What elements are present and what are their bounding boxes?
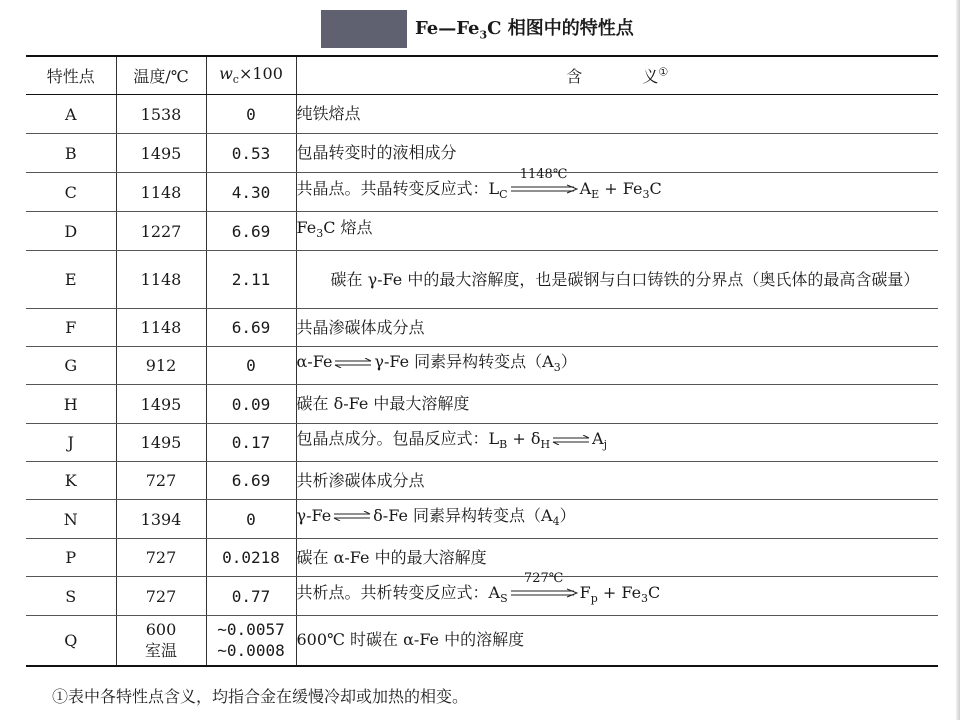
cell-meaning: 碳在 α-Fe 中的最大溶解度	[296, 539, 938, 577]
cell-temp-line2: 室温	[144, 641, 177, 661]
right-arrow-icon	[510, 588, 578, 598]
cell-wc: 0.09	[206, 385, 296, 424]
table-row	[26, 212, 938, 251]
cell-meaning	[296, 571, 938, 616]
cell-temp: 727	[116, 577, 206, 616]
arrow-temperature-label: 727℃	[523, 571, 564, 587]
cell-temp: 1495	[116, 385, 206, 424]
subscript: p	[590, 592, 598, 606]
meaning-text: + Fe	[599, 178, 643, 198]
meaning-text: ）	[559, 505, 576, 525]
cell-temp: 727	[116, 462, 206, 500]
subscript: 3	[642, 188, 650, 202]
subscript: 3	[316, 227, 324, 241]
table-row	[26, 577, 938, 616]
cell-meaning	[296, 500, 938, 539]
cell-meaning	[296, 424, 938, 462]
right-arrow-icon	[510, 184, 578, 194]
meaning-text: A	[592, 429, 604, 449]
cell-point: P	[26, 539, 116, 577]
cell-point: S	[26, 577, 116, 616]
title-suffix: C 相图中的特性点	[487, 18, 634, 39]
cell-temp: 1538	[116, 95, 206, 134]
cell-meaning: 纯铁熔点	[296, 95, 938, 134]
cell-wc: 0.0218	[206, 539, 296, 577]
cell-point: E	[26, 251, 116, 309]
table-row	[26, 462, 938, 500]
cell-temp: 727	[116, 539, 206, 577]
footnote: ①表中各特性点含义，均指合金在缓慢冷却或加热的相变。	[52, 687, 469, 706]
header-meaning-note: ①	[658, 65, 669, 79]
subscript: B	[499, 438, 508, 452]
header-meaning-right: 义	[642, 67, 659, 86]
reaction-arrow	[510, 167, 578, 196]
cell-temp: 1495	[116, 134, 206, 173]
cell-wc-line2: ~0.0008	[217, 641, 285, 661]
subscript: j	[603, 438, 608, 452]
meaning-text: γ-Fe 同素异构转变点（A	[374, 352, 554, 372]
cell-point: J	[26, 424, 116, 462]
cell-meaning: 碳在 γ-Fe 中的最大溶解度，也是碳钢与白口铸铁的分界点（奥氏体的最高含碳量）	[296, 251, 938, 309]
equilibrium-arrow-icon	[552, 435, 590, 445]
subscript: 3	[641, 592, 649, 606]
subscript: S	[500, 592, 508, 606]
meaning-text: C 熔点	[323, 217, 373, 237]
cell-wc: 0.17	[206, 424, 296, 462]
cell-point: G	[26, 347, 116, 385]
cell-point: A	[26, 95, 116, 134]
meaning-text: 共析点。共析转变反应式：A	[296, 582, 501, 602]
cell-meaning	[296, 167, 938, 212]
cell-point: B	[26, 134, 116, 173]
cell-wc-line1: ~0.0057	[217, 620, 285, 640]
cell-meaning: 600℃ 时碳在 α-Fe 中的溶解度	[296, 616, 938, 666]
cell-temp: 1227	[116, 212, 206, 251]
meaning-text: γ-Fe	[296, 505, 332, 525]
cell-temp-line1: 600	[145, 620, 177, 640]
cell-wc: 0	[206, 95, 296, 134]
cell-wc: 6.69	[206, 309, 296, 347]
page-edge-shadow	[956, 0, 960, 720]
subscript: 3	[553, 361, 561, 375]
title-prefix: Fe—Fe	[415, 18, 480, 39]
cell-wc: 0	[206, 500, 296, 539]
meaning-text: C	[649, 178, 662, 198]
cell-wc: 2.11	[206, 251, 296, 309]
meaning-text: Fe	[296, 217, 317, 237]
meaning-text: δ-Fe 同素异构转变点（A	[373, 505, 553, 525]
cell-temp: 1148	[116, 173, 206, 212]
table-row	[26, 251, 938, 309]
meaning-text: C	[648, 582, 661, 602]
table-row	[26, 385, 938, 424]
cell-point: H	[26, 385, 116, 424]
header-gray-block	[321, 10, 407, 48]
table-row	[26, 134, 938, 173]
cell-temp: 1148	[116, 251, 206, 309]
equilibrium-arrow-icon	[333, 511, 371, 521]
table-row	[26, 424, 938, 462]
title-subscript: 3	[479, 28, 488, 42]
cell-wc: 6.69	[206, 212, 296, 251]
cell-temp: 912	[116, 347, 206, 385]
header-wc-suffix: ×100	[238, 64, 283, 84]
table-row	[26, 616, 938, 666]
table-row	[26, 539, 938, 577]
cell-meaning: 包晶转变时的液相成分	[296, 134, 938, 173]
subscript: 4	[552, 515, 560, 529]
table-row	[26, 347, 938, 385]
table-row	[26, 95, 938, 134]
subscript: H	[540, 438, 551, 452]
arrow-temperature-label: 1148℃	[519, 167, 568, 183]
cell-temp	[116, 616, 206, 666]
cell-meaning	[296, 347, 938, 385]
cell-meaning: 共析渗碳体成分点	[296, 462, 938, 500]
cell-wc: 0.77	[206, 577, 296, 616]
header-wc-sub: c	[232, 73, 239, 87]
cell-point: Q	[26, 616, 116, 666]
cell-meaning	[296, 212, 938, 251]
cell-meaning: 碳在 δ-Fe 中最大溶解度	[296, 385, 938, 424]
meaning-text: + Fe	[597, 582, 642, 602]
cell-point: K	[26, 462, 116, 500]
header-carbon-content	[206, 56, 296, 95]
header-wc-base: w	[219, 64, 233, 84]
cell-temp: 1495	[116, 424, 206, 462]
header-meaning-left: 含	[566, 67, 583, 86]
page-title	[415, 14, 634, 42]
meaning-text: 共晶点。共晶转变反应式：L	[296, 178, 500, 198]
cell-temp: 1148	[116, 309, 206, 347]
cell-wc: 4.30	[206, 173, 296, 212]
meaning-text: A	[579, 178, 592, 198]
reaction-arrow	[510, 571, 578, 600]
meaning-text: α-Fe	[296, 352, 333, 372]
characteristic-points-table	[26, 55, 938, 667]
cell-wc: 0.53	[206, 134, 296, 173]
cell-wc: 6.69	[206, 462, 296, 500]
cell-wc	[206, 616, 296, 666]
table-row	[26, 173, 938, 212]
cell-point: C	[26, 173, 116, 212]
meaning-text: F	[579, 582, 591, 602]
table-row	[26, 309, 938, 347]
cell-point: F	[26, 309, 116, 347]
meaning-text: ）	[560, 352, 577, 372]
header-meaning	[296, 56, 938, 95]
meaning-text: 包晶点成分。包晶反应式：L	[296, 429, 500, 449]
cell-meaning: 共晶渗碳体成分点	[296, 309, 938, 347]
meaning-text: + δ	[507, 429, 541, 449]
cell-temp: 1394	[116, 500, 206, 539]
table-header-row	[26, 56, 938, 95]
cell-point: N	[26, 500, 116, 539]
header-temperature: 温度/℃	[116, 56, 206, 95]
subscript: C	[499, 188, 508, 202]
cell-point: D	[26, 212, 116, 251]
cell-wc: 0	[206, 347, 296, 385]
subscript: E	[591, 188, 600, 202]
table-row	[26, 500, 938, 539]
equilibrium-arrow-icon	[334, 358, 372, 368]
header-point: 特性点	[26, 56, 116, 95]
